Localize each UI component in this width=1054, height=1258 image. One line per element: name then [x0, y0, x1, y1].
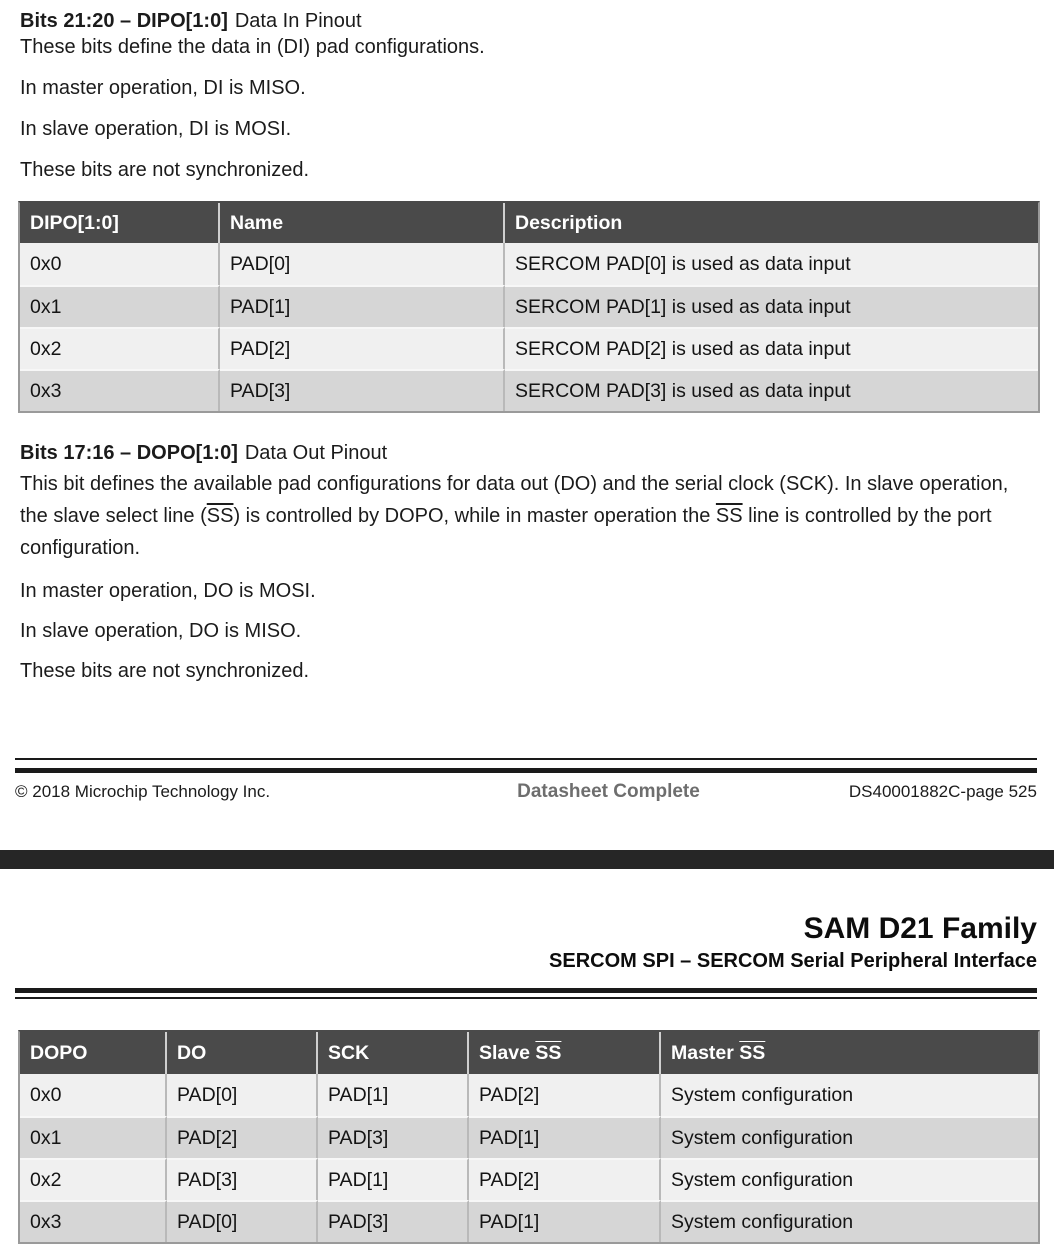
table-cell: PAD[3] — [220, 369, 505, 411]
dopo-heading-bits: Bits 17:16 – DOPO[1:0] — [20, 442, 238, 464]
page-footer — [15, 758, 1037, 803]
table-cell: SERCOM PAD[0] is used as data input — [505, 243, 1038, 285]
table-cell: 0x3 — [20, 1200, 167, 1242]
table-row — [20, 1074, 1038, 1116]
table-row — [20, 369, 1038, 411]
footer-rule-thin — [15, 758, 1037, 760]
dipo-table — [18, 201, 1040, 413]
dipo-paragraph: These bits define the data in (DI) pad configurations. — [20, 36, 485, 58]
table-cell: System configuration — [661, 1158, 1038, 1200]
dopo-paragraph: In master operation, DO is MOSI. — [20, 580, 316, 602]
table-cell: PAD[0] — [167, 1074, 318, 1116]
page2-subtitle: SERCOM SPI – SERCOM Serial Peripheral Interface — [549, 950, 1037, 972]
table-cell: PAD[1] — [469, 1200, 661, 1242]
dipo-table-header-row — [20, 203, 1038, 243]
table-cell: System configuration — [661, 1200, 1038, 1242]
dipo-section — [20, 8, 1037, 183]
dopo-paragraph-text: line is controlled by the port configuration. — [20, 505, 992, 559]
ss-overline: $\overline{SS}$ — [206, 505, 234, 527]
dopo-heading — [20, 440, 1037, 466]
table-cell: 0x0 — [20, 243, 220, 285]
table-cell: 0x1 — [20, 1116, 167, 1158]
table-row — [20, 1116, 1038, 1158]
table-cell: SERCOM PAD[3] is used as data input — [505, 369, 1038, 411]
table-cell: PAD[3] — [318, 1200, 469, 1242]
column-header-dopo: DOPO — [20, 1032, 167, 1074]
dopo-section — [20, 440, 1037, 684]
dopo-table — [18, 1030, 1040, 1244]
table-cell: PAD[1] — [469, 1116, 661, 1158]
footer-text-row — [15, 781, 1037, 803]
dipo-heading — [20, 8, 1037, 34]
table-cell: PAD[1] — [318, 1158, 469, 1200]
header-rule-thin — [15, 997, 1037, 999]
table-cell: PAD[2] — [469, 1158, 661, 1200]
table-cell: SERCOM PAD[2] is used as data input — [505, 327, 1038, 369]
dopo-table-header-row — [20, 1032, 1038, 1074]
dipo-paragraph: In master operation, DI is MISO. — [20, 77, 306, 99]
table-cell: PAD[1] — [318, 1074, 469, 1116]
dopo-paragraph-text: This bit defines the available pad configurations for data out (DO) and the serial clock (SCK). In slave operation, the slave select line ( — [20, 473, 1009, 527]
dopo-heading-title: Data Out Pinout — [244, 442, 388, 464]
page2-title: SAM D21 Family — [803, 912, 1037, 945]
column-header-description: Description — [505, 203, 1038, 243]
column-header-master-ss — [661, 1032, 1038, 1074]
column-header-name: Name — [220, 203, 505, 243]
footer-copyright: © 2018 Microchip Technology Inc. — [15, 782, 271, 801]
table-cell: PAD[2] — [469, 1074, 661, 1116]
ss-overline: $\overline{SS}$ — [739, 1041, 766, 1064]
table-row — [20, 1158, 1038, 1200]
table-cell: PAD[0] — [167, 1200, 318, 1242]
table-row — [20, 243, 1038, 285]
master-label: Master — [671, 1041, 740, 1064]
dopo-paragraph: These bits are not synchronized. — [20, 660, 310, 682]
table-cell: 0x2 — [20, 1158, 167, 1200]
table-row — [20, 327, 1038, 369]
footer-doc-page-number: DS40001882C-page 525 — [848, 782, 1037, 801]
dopo-paragraph: In slave operation, DO is MISO. — [20, 620, 302, 642]
table-cell: PAD[0] — [220, 243, 505, 285]
footer-rule-thick — [15, 768, 1037, 773]
column-header-do: DO — [167, 1032, 318, 1074]
page-separator-bar — [0, 850, 1054, 869]
table-cell: System configuration — [661, 1074, 1038, 1116]
ss-overline: $\overline{SS}$ — [535, 1041, 562, 1064]
header-rule-thick — [15, 988, 1037, 993]
dipo-paragraph: In slave operation, DI is MOSI. — [20, 118, 292, 140]
dopo-paragraph — [20, 468, 1037, 564]
table-cell: PAD[3] — [318, 1116, 469, 1158]
column-header-dipo: DIPO[1:0] — [20, 203, 220, 243]
table-row — [20, 285, 1038, 327]
ss-overline: $\overline{SS}$ — [715, 505, 743, 527]
table-cell: 0x3 — [20, 369, 220, 411]
table-cell: System configuration — [661, 1116, 1038, 1158]
column-header-slave-ss — [469, 1032, 661, 1074]
table-row — [20, 1200, 1038, 1242]
dopo-paragraph-text: ) is controlled by DOPO, while in master operation the — [233, 505, 716, 527]
dipo-paragraph: These bits are not synchronized. — [20, 159, 310, 181]
table-cell: SERCOM PAD[1] is used as data input — [505, 285, 1038, 327]
page2-header — [15, 912, 1037, 999]
table-cell: PAD[1] — [220, 285, 505, 327]
table-cell: PAD[2] — [167, 1116, 318, 1158]
table-cell: 0x1 — [20, 285, 220, 327]
dipo-heading-bits: Bits 21:20 – DIPO[1:0] — [20, 10, 228, 32]
dipo-heading-title: Data In Pinout — [234, 10, 362, 32]
table-cell: 0x2 — [20, 327, 220, 369]
table-cell: PAD[2] — [220, 327, 505, 369]
table-cell: 0x0 — [20, 1074, 167, 1116]
table-cell: PAD[3] — [167, 1158, 318, 1200]
footer-status: Datasheet Complete — [517, 781, 700, 802]
column-header-sck: SCK — [318, 1032, 469, 1074]
slave-label: Slave — [479, 1041, 536, 1064]
